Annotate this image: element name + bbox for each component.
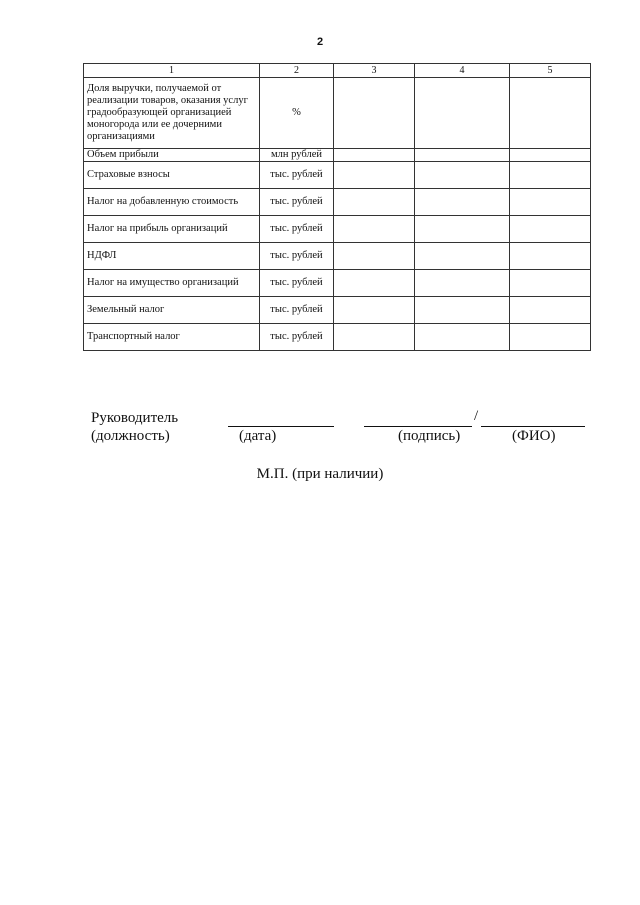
name-line[interactable] xyxy=(481,426,585,427)
date-label: (дата) xyxy=(239,428,277,444)
value-cell[interactable] xyxy=(510,149,591,162)
unit-cell: тыс. рублей xyxy=(260,297,334,324)
column-header: 1 xyxy=(84,64,260,78)
value-cell[interactable] xyxy=(334,270,415,297)
indicator-cell: Налог на имущество организаций xyxy=(84,270,260,297)
indicator-cell: Транспортный налог xyxy=(84,324,260,351)
indicator-cell: Страховые взносы xyxy=(84,162,260,189)
unit-cell: тыс. рублей xyxy=(260,243,334,270)
indicators-table xyxy=(83,63,591,351)
table-row xyxy=(84,78,591,149)
date-line[interactable] xyxy=(228,426,334,427)
position-label: (должность) xyxy=(91,428,170,444)
signature-line[interactable] xyxy=(364,426,472,427)
table-row xyxy=(84,162,591,189)
value-cell[interactable] xyxy=(510,216,591,243)
value-cell[interactable] xyxy=(510,243,591,270)
table-row xyxy=(84,270,591,297)
value-cell[interactable] xyxy=(334,162,415,189)
indicator-cell: Доля выручки, получаемой от реализации товаров, оказания услуг градообразующей организацией моногорода или ее дочерними организациями xyxy=(84,78,260,149)
table-header-row xyxy=(84,64,591,78)
indicator-cell: Налог на добавленную стоимость xyxy=(84,189,260,216)
value-cell[interactable] xyxy=(334,324,415,351)
column-header: 4 xyxy=(415,64,510,78)
unit-cell: тыс. рублей xyxy=(260,270,334,297)
table-row xyxy=(84,297,591,324)
value-cell[interactable] xyxy=(415,297,510,324)
value-cell[interactable] xyxy=(415,216,510,243)
value-cell[interactable] xyxy=(415,189,510,216)
value-cell[interactable] xyxy=(510,78,591,149)
unit-cell: тыс. рублей xyxy=(260,324,334,351)
unit-cell: % xyxy=(260,78,334,149)
value-cell[interactable] xyxy=(510,270,591,297)
value-cell[interactable] xyxy=(510,162,591,189)
indicator-cell: НДФЛ xyxy=(84,243,260,270)
value-cell[interactable] xyxy=(415,162,510,189)
indicator-cell: Объем прибыли xyxy=(84,149,260,162)
stamp-note: М.П. (при наличии) xyxy=(256,466,384,482)
value-cell[interactable] xyxy=(415,78,510,149)
table-row xyxy=(84,243,591,270)
value-cell[interactable] xyxy=(510,324,591,351)
value-cell[interactable] xyxy=(415,243,510,270)
column-header: 5 xyxy=(510,64,591,78)
unit-cell: тыс. рублей xyxy=(260,216,334,243)
sign-label: (подпись) xyxy=(398,428,461,444)
value-cell[interactable] xyxy=(334,78,415,149)
value-cell[interactable] xyxy=(415,324,510,351)
value-cell[interactable] xyxy=(334,243,415,270)
unit-cell: млн рублей xyxy=(260,149,334,162)
table-row xyxy=(84,216,591,243)
name-label: (ФИО) xyxy=(512,428,556,444)
unit-cell: тыс. рублей xyxy=(260,189,334,216)
indicator-cell: Налог на прибыль организаций xyxy=(84,216,260,243)
indicator-cell: Земельный налог xyxy=(84,297,260,324)
value-cell[interactable] xyxy=(415,270,510,297)
table-row xyxy=(84,189,591,216)
head-label: Руководитель xyxy=(91,410,179,426)
value-cell[interactable] xyxy=(415,149,510,162)
value-cell[interactable] xyxy=(334,297,415,324)
value-cell[interactable] xyxy=(334,149,415,162)
value-cell[interactable] xyxy=(334,189,415,216)
page-number: 2 xyxy=(316,36,324,48)
column-header: 3 xyxy=(334,64,415,78)
value-cell[interactable] xyxy=(510,189,591,216)
value-cell[interactable] xyxy=(510,297,591,324)
table-row xyxy=(84,149,591,162)
column-header: 2 xyxy=(260,64,334,78)
unit-cell: тыс. рублей xyxy=(260,162,334,189)
value-cell[interactable] xyxy=(334,216,415,243)
table-row xyxy=(84,324,591,351)
separator-slash: / xyxy=(474,408,479,424)
